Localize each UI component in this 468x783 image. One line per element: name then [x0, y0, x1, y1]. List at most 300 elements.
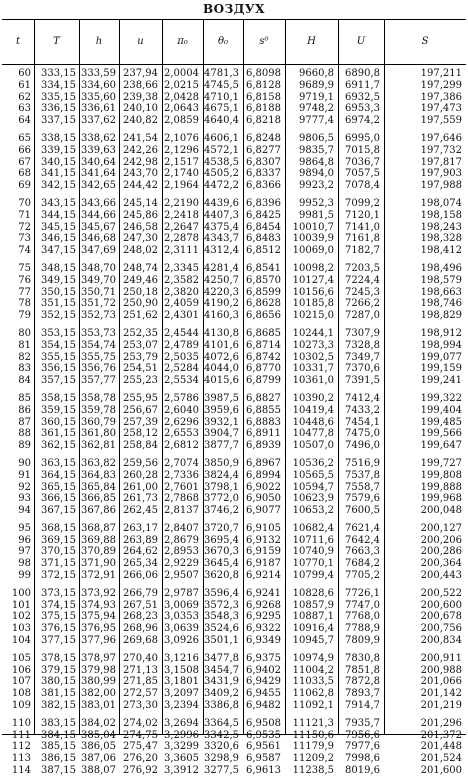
U-cell: 6890,8 [345, 68, 380, 79]
u-cell: 244,42 [123, 180, 158, 192]
t-cell: 82 [18, 351, 31, 363]
T-cell: 384,15 [41, 729, 76, 741]
T-cell: 386,15 [41, 753, 76, 765]
h-cell: 371,90 [81, 558, 116, 570]
h-cell: 347,69 [81, 245, 116, 257]
u-cell: 237,94 [123, 68, 158, 79]
t-cell: 114 [11, 765, 31, 777]
h-cell: 361,80 [81, 428, 116, 440]
U-cell: 7872,8 [345, 676, 380, 688]
H-cell: 10623,9 [292, 493, 334, 505]
u-cell: 246,58 [123, 221, 158, 233]
T-cell: 351,15 [41, 298, 76, 310]
U-cell: 7099,2 [345, 197, 380, 209]
S-cell: 199,727 [420, 457, 462, 469]
row-group [2, 198, 466, 257]
U-cell: 7328,8 [345, 339, 380, 351]
U-cell: 7747,0 [345, 599, 380, 611]
theta0-cell: 4472,2 [204, 180, 239, 192]
table-row [2, 375, 466, 387]
U-cell: 6953,3 [345, 103, 380, 115]
s0-cell: 6,8512 [246, 245, 281, 257]
U-cell: 7663,3 [345, 546, 380, 558]
T-cell: 366,15 [41, 493, 76, 505]
pi0-cell: 3,0069 [164, 599, 199, 611]
U-cell: 8019,6 [345, 765, 380, 777]
h-cell: 366,85 [81, 493, 116, 505]
t-cell: 109 [11, 700, 31, 712]
pi0-header: π₀ [177, 36, 188, 47]
pi0-cell: 2,4059 [164, 298, 199, 310]
S-cell: 199,077 [420, 351, 462, 363]
H-cell: 10740,9 [292, 546, 334, 558]
u-cell: 270,40 [123, 652, 158, 664]
table-row [2, 245, 466, 257]
U-cell: 7161,8 [345, 233, 380, 245]
pi0-cell: 2,1517 [164, 156, 199, 168]
U-cell: 7516,9 [345, 457, 380, 469]
pi0-cell: 3,2394 [164, 700, 199, 712]
T-cell: 348,15 [41, 262, 76, 274]
t-cell: 68 [18, 168, 31, 180]
row-group [2, 718, 466, 777]
H-cell: 10653,2 [292, 505, 334, 517]
t-cell: 71 [18, 209, 31, 221]
t-cell: 107 [11, 676, 31, 688]
H-cell: 11238,5 [292, 765, 334, 777]
h-cell: 341,64 [81, 168, 116, 180]
H-cell: 10682,4 [292, 522, 334, 534]
H-cell: 10857,9 [292, 599, 334, 611]
s0-cell: 6,8098 [246, 68, 281, 79]
S-cell: 201,600 [420, 765, 462, 777]
S-cell: 197,732 [420, 144, 462, 156]
h-cell: 365,84 [81, 481, 116, 493]
T-cell: 385,15 [41, 741, 76, 753]
t-cell: 73 [18, 233, 31, 245]
t-cell: 75 [18, 262, 31, 274]
t-cell: 102 [11, 611, 31, 623]
h-cell: 375,94 [81, 611, 116, 623]
s0-cell: 6,8714 [246, 339, 281, 351]
s0-cell: 6,9375 [246, 652, 281, 664]
S-cell: 200,286 [420, 546, 462, 558]
table-row [2, 482, 466, 494]
T-cell: 379,15 [41, 664, 76, 676]
T-cell: 340,15 [41, 156, 76, 168]
pi0-cell: 3,3299 [164, 741, 199, 753]
s0-cell: 6,8218 [246, 115, 281, 127]
s0-cell: 6,9295 [246, 611, 281, 623]
pi0-cell: 3,2996 [164, 729, 199, 741]
H-cell: 9952,3 [299, 197, 334, 209]
pi0-cell: 2,6296 [164, 416, 199, 428]
S-cell: 200,988 [420, 664, 462, 676]
t-cell: 83 [18, 363, 31, 375]
table-row [2, 718, 466, 730]
internal-energy-U-header: U [356, 36, 366, 47]
t-cell: 110 [11, 717, 31, 729]
theta0-cell: 4190,2 [204, 298, 239, 310]
T-cell: 371,15 [41, 558, 76, 570]
t-cell: 98 [18, 558, 31, 570]
U-cell: 7036,7 [345, 156, 380, 168]
T-cell: 358,15 [41, 392, 76, 404]
table-row [2, 275, 466, 287]
T-cell: 380,15 [41, 676, 76, 688]
pi0-cell: 3,3605 [164, 753, 199, 765]
theta0-cell: 3824,4 [204, 469, 239, 481]
u-cell: 276,20 [123, 753, 158, 765]
pi0-cell: 3,0639 [164, 623, 199, 635]
S-cell: 201,142 [420, 688, 462, 700]
S-cell: 199,888 [420, 481, 462, 493]
U-cell: 7182,7 [345, 245, 380, 257]
S-cell: 197,903 [420, 168, 462, 180]
h-cell: 339,63 [81, 144, 116, 156]
row-group [2, 458, 466, 517]
S-cell: 198,579 [420, 274, 462, 286]
s0-cell: 6,9105 [246, 522, 281, 534]
U-cell: 7287,0 [345, 310, 380, 322]
h-cell: 354,74 [81, 339, 116, 351]
t-cell: 112 [11, 741, 31, 753]
S-cell: 200,443 [420, 570, 462, 582]
u-cell: 263,89 [123, 534, 158, 546]
H-cell: 11062,8 [292, 688, 334, 700]
U-cell: 7307,9 [345, 327, 380, 339]
H-cell: 10361,0 [292, 375, 334, 387]
h-cell: 373,92 [81, 587, 116, 599]
s0-cell: 6,8742 [246, 351, 281, 363]
pi0-cell: 2,9229 [164, 558, 199, 570]
t-cell: 78 [18, 298, 31, 310]
table-row [2, 588, 466, 600]
t-cell: 88 [18, 428, 31, 440]
theta0-cell: 3596,4 [204, 587, 239, 599]
theta0-cell: 4710,1 [204, 91, 239, 103]
table-row [2, 458, 466, 470]
h-cell: 352,73 [81, 310, 116, 322]
t-cell: 96 [18, 534, 31, 546]
H-cell: 10156,6 [292, 286, 334, 298]
pi0-cell: 2,1076 [164, 132, 199, 144]
U-cell: 7809,9 [345, 635, 380, 647]
table-row [2, 505, 466, 517]
h-cell: 388,07 [81, 765, 116, 777]
t-cell: 106 [11, 664, 31, 676]
u-cell: 271,85 [123, 676, 158, 688]
pi0-cell: 2,8953 [164, 546, 199, 558]
U-cell: 7558,7 [345, 481, 380, 493]
s0-cell: 6,8967 [246, 457, 281, 469]
h-cell: 344,66 [81, 209, 116, 221]
U-cell: 7726,1 [345, 587, 380, 599]
u-cell: 253,79 [123, 351, 158, 363]
H-cell: 9864,8 [299, 156, 334, 168]
s0-cell: 6,8277 [246, 144, 281, 156]
s0-cell: 6,8307 [246, 156, 281, 168]
H-cell: 11209,2 [292, 753, 334, 765]
H-cell: 10127,4 [292, 274, 334, 286]
theta0-header: θ₀ [217, 36, 229, 47]
u-cell: 254,51 [123, 363, 158, 375]
pi0-cell: 2,3820 [164, 286, 199, 298]
t-cell: 95 [18, 522, 31, 534]
h-cell: 376,95 [81, 623, 116, 635]
t-cell: 63 [18, 103, 31, 115]
U-cell: 7956,6 [345, 729, 380, 741]
s0-cell: 6,8483 [246, 233, 281, 245]
s0-cell: 6,9077 [246, 505, 281, 517]
S-cell: 201,524 [420, 753, 462, 765]
s0-cell: 6,8883 [246, 416, 281, 428]
u-cell: 242,98 [123, 156, 158, 168]
theta0-cell: 4130,8 [204, 327, 239, 339]
s0-cell: 6,9455 [246, 688, 281, 700]
u-cell: 252,35 [123, 327, 158, 339]
table-row [2, 298, 466, 310]
s0-cell: 6,9535 [246, 729, 281, 741]
row-group [2, 133, 466, 192]
theta0-cell: 3364,5 [204, 717, 239, 729]
table-row [2, 145, 466, 157]
pi0-cell: 2,0859 [164, 115, 199, 127]
H-cell: 10565,5 [292, 469, 334, 481]
H-cell: 10536,2 [292, 457, 334, 469]
U-cell: 6974,2 [345, 115, 380, 127]
U-cell: 7433,2 [345, 404, 380, 416]
internal-energy-u-header: u [137, 36, 144, 47]
theta0-cell: 4675,1 [204, 103, 239, 115]
theta0-cell: 3877,7 [204, 440, 239, 452]
h-cell: 377,96 [81, 635, 116, 647]
H-cell: 9660,8 [299, 68, 334, 79]
pi0-cell: 2,2878 [164, 233, 199, 245]
table-row [2, 405, 466, 417]
theta0-cell: 4015,6 [204, 375, 239, 387]
u-cell: 258,84 [123, 440, 158, 452]
pi0-cell: 2,1740 [164, 168, 199, 180]
H-cell: 10215,0 [292, 310, 334, 322]
s0-cell: 6,9022 [246, 481, 281, 493]
pi0-cell: 2,5534 [164, 375, 199, 387]
table-row [2, 688, 466, 700]
u-cell: 239,38 [123, 91, 158, 103]
pi0-cell: 2,7868 [164, 493, 199, 505]
U-cell: 7977,6 [345, 741, 380, 753]
S-cell: 199,566 [420, 428, 462, 440]
t-cell: 66 [18, 144, 31, 156]
s0-cell: 6,9187 [246, 558, 281, 570]
t-cell: 103 [11, 623, 31, 635]
h-cell: 355,75 [81, 351, 116, 363]
pi0-cell: 2,1964 [164, 180, 199, 192]
H-cell: 10390,2 [292, 392, 334, 404]
theta0-cell: 3298,9 [204, 753, 239, 765]
s0-cell: 6,8337 [246, 168, 281, 180]
t-cell: 61 [18, 79, 31, 91]
table-row [2, 180, 466, 192]
h-cell: 353,73 [81, 327, 116, 339]
h-cell: 342,65 [81, 180, 116, 192]
t-cell: 72 [18, 221, 31, 233]
table-row [2, 340, 466, 352]
U-cell: 7851,8 [345, 664, 380, 676]
U-cell: 7914,7 [345, 700, 380, 712]
s0-cell: 6,8799 [246, 375, 281, 387]
table-row [2, 133, 466, 145]
pi0-cell: 2,9507 [164, 570, 199, 582]
h-cell: 383,01 [81, 700, 116, 712]
H-cell: 10594,7 [292, 481, 334, 493]
t-cell: 93 [18, 493, 31, 505]
theta0-cell: 4572,1 [204, 144, 239, 156]
T-cell: 376,15 [41, 623, 76, 635]
table-row [2, 417, 466, 429]
theta0-cell: 4606,1 [204, 132, 239, 144]
U-cell: 7349,7 [345, 351, 380, 363]
S-cell: 200,364 [420, 558, 462, 570]
table-row [2, 765, 466, 777]
t-cell: 105 [11, 652, 31, 664]
T-cell: 334,15 [41, 79, 76, 91]
h-cell: 360,79 [81, 416, 116, 428]
H-cell: 10185,8 [292, 298, 334, 310]
row-group [2, 328, 466, 387]
U-cell: 7684,2 [345, 558, 380, 570]
pi0-cell: 2,6553 [164, 428, 199, 440]
table-row [2, 68, 466, 80]
s0-cell: 6,9482 [246, 700, 281, 712]
H-cell: 9748,2 [299, 103, 334, 115]
s0-cell: 6,8366 [246, 180, 281, 192]
s0-cell: 6,9050 [246, 493, 281, 505]
table-row [2, 665, 466, 677]
pi0-cell: 2,2190 [164, 197, 199, 209]
s0-cell: 6,8541 [246, 262, 281, 274]
theta0-cell: 3386,8 [204, 700, 239, 712]
t-header: t [15, 36, 21, 47]
h-cell: 367,86 [81, 505, 116, 517]
s0-header: s⁰ [259, 36, 269, 47]
S-cell: 197,559 [420, 115, 462, 127]
table-row [2, 328, 466, 340]
theta0-cell: 4745,5 [204, 79, 239, 91]
H-cell: 9923,2 [299, 180, 334, 192]
h-cell: 351,72 [81, 298, 116, 310]
table-row [2, 80, 466, 92]
u-cell: 247,30 [123, 233, 158, 245]
U-cell: 7412,4 [345, 392, 380, 404]
h-cell: 345,67 [81, 221, 116, 233]
enthalpy-h-header: h [95, 36, 103, 47]
t-cell: 74 [18, 245, 31, 257]
t-cell: 91 [18, 469, 31, 481]
h-cell: 378,97 [81, 652, 116, 664]
s0-cell: 6,8939 [246, 440, 281, 452]
h-cell: 359,78 [81, 404, 116, 416]
pi0-cell: 2,0004 [164, 68, 199, 79]
T-cell: 377,15 [41, 635, 76, 647]
u-cell: 250,18 [123, 286, 158, 298]
h-cell: 386,05 [81, 741, 116, 753]
table-row [2, 753, 466, 765]
pi0-cell: 2,3111 [164, 245, 199, 257]
u-cell: 260,28 [123, 469, 158, 481]
theta0-cell: 3932,1 [204, 416, 239, 428]
s0-cell: 6,9322 [246, 623, 281, 635]
row-group [2, 523, 466, 582]
theta0-cell: 4044,0 [204, 363, 239, 375]
table-row [2, 570, 466, 582]
u-cell: 264,62 [123, 546, 158, 558]
u-cell: 243,70 [123, 168, 158, 180]
theta0-cell: 3431,9 [204, 676, 239, 688]
theta0-cell: 3772,0 [204, 493, 239, 505]
table-row [2, 611, 466, 623]
pi0-cell: 2,5035 [164, 351, 199, 363]
h-cell: 372,91 [81, 570, 116, 582]
U-cell: 7830,8 [345, 652, 380, 664]
H-cell: 11150,6 [292, 729, 334, 741]
H-cell: 10273,3 [292, 339, 334, 351]
s0-cell: 6,9268 [246, 599, 281, 611]
u-cell: 267,51 [123, 599, 158, 611]
pi0-cell: 2,8407 [164, 522, 199, 534]
pi0-cell: 3,3912 [164, 765, 199, 777]
t-cell: 77 [18, 286, 31, 298]
theta0-cell: 3645,4 [204, 558, 239, 570]
u-cell: 274,02 [123, 717, 158, 729]
S-cell: 201,296 [420, 717, 462, 729]
table-row [2, 263, 466, 275]
table-row [2, 103, 466, 115]
H-cell: 10507,0 [292, 440, 334, 452]
theta0-cell: 3572,3 [204, 599, 239, 611]
theta0-cell: 4101,6 [204, 339, 239, 351]
t-cell: 87 [18, 416, 31, 428]
S-cell: 200,911 [420, 652, 462, 664]
T-cell: 367,15 [41, 505, 76, 517]
u-cell: 251,62 [123, 310, 158, 322]
theta0-cell: 4250,7 [204, 274, 239, 286]
t-cell: 79 [18, 310, 31, 322]
theta0-cell: 3277,5 [204, 765, 239, 777]
h-cell: 349,70 [81, 274, 116, 286]
U-cell: 7788,9 [345, 623, 380, 635]
theta0-cell: 4781,3 [204, 68, 239, 79]
theta0-cell: 4343,7 [204, 233, 239, 245]
U-cell: 7998,6 [345, 753, 380, 765]
table-row [2, 92, 466, 104]
pi0-cell: 2,4544 [164, 327, 199, 339]
H-cell: 11121,3 [292, 717, 334, 729]
U-cell: 7475,0 [345, 428, 380, 440]
table-row [2, 523, 466, 535]
h-cell: 337,62 [81, 115, 116, 127]
u-cell: 248,02 [123, 245, 158, 257]
t-cell: 69 [18, 180, 31, 192]
T-cell: 375,15 [41, 611, 76, 623]
theta0-cell: 3670,3 [204, 546, 239, 558]
t-cell: 64 [18, 115, 31, 127]
table-row [2, 700, 466, 712]
U-cell: 7141,0 [345, 221, 380, 233]
s0-cell: 6,9132 [246, 534, 281, 546]
H-cell: 10098,2 [292, 262, 334, 274]
h-cell: 358,78 [81, 392, 116, 404]
